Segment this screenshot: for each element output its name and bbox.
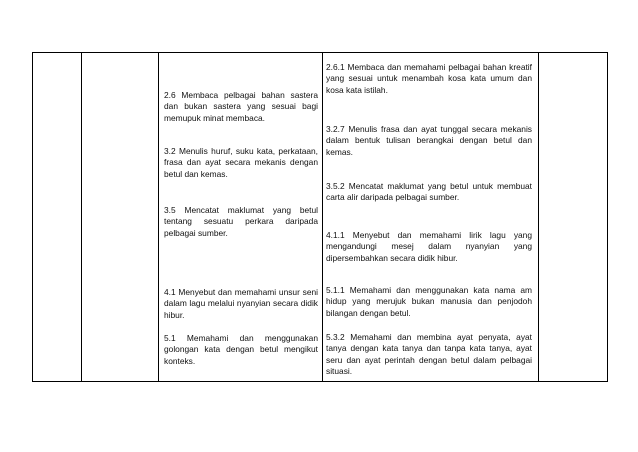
column-divider <box>538 53 539 381</box>
column-divider <box>322 53 323 381</box>
learning-standard-3-2-7: 3.2.7 Menulis frasa dan ayat tunggal secara mekanis dalam bentuk tulisan berangkai dengan betul dan kemas. <box>326 124 532 157</box>
learning-standard-4-1-1: 4.1.1 Menyebut dan memahami lirik lagu yang mengandungi mesej dalam nyanyian yang dipersembahkan secara didik hibur. <box>326 230 532 263</box>
learning-standard-5-3-2: 5.3.2 Memahami dan membina ayat penyata, ayat tanya dengan kata tanya dan tanpa kata tanya, ayat seru dan ayat perintah dengan betul dalam pelbagai situasi. <box>326 332 532 377</box>
learning-standard-2-6-1: 2.6.1 Membaca dan memahami pelbagai bahan kreatif yang sesuai untuk menambah kosa kata umum dan kosa kata istilah. <box>326 62 532 95</box>
learning-standard-5-1-1: 5.1.1 Memahami dan menggunakan kata nama am hidup yang merujuk bukan manusia dan penjodoh bilangan dengan betul. <box>326 285 532 318</box>
column-divider <box>81 53 82 381</box>
lesson-table <box>32 52 608 382</box>
content-standard-3-5: 3.5 Mencatat maklumat yang betul tentang sesuatu perkara daripada pelbagai sumber. <box>164 205 318 238</box>
column-divider <box>158 53 159 381</box>
learning-standard-3-5-2: 3.5.2 Mencatat maklumat yang betul untuk membuat carta alir daripada pelbagai sumber. <box>326 181 532 203</box>
content-standard-5-1: 5.1 Memahami dan menggunakan golongan kata dengan betul mengikut konteks. <box>164 333 318 366</box>
content-standard-3-2: 3.2 Menulis huruf, suku kata, perkataan, frasa dan ayat secara mekanis dengan betul dan kemas. <box>164 146 318 179</box>
content-standard-2-6: 2.6 Membaca pelbagai bahan sastera dan bukan sastera yang sesuai bagi memupuk minat membaca. <box>164 90 318 123</box>
content-standard-4-1: 4.1 Menyebut dan memahami unsur seni dalam lagu melalui nyanyian secara didik hibur. <box>164 287 318 320</box>
